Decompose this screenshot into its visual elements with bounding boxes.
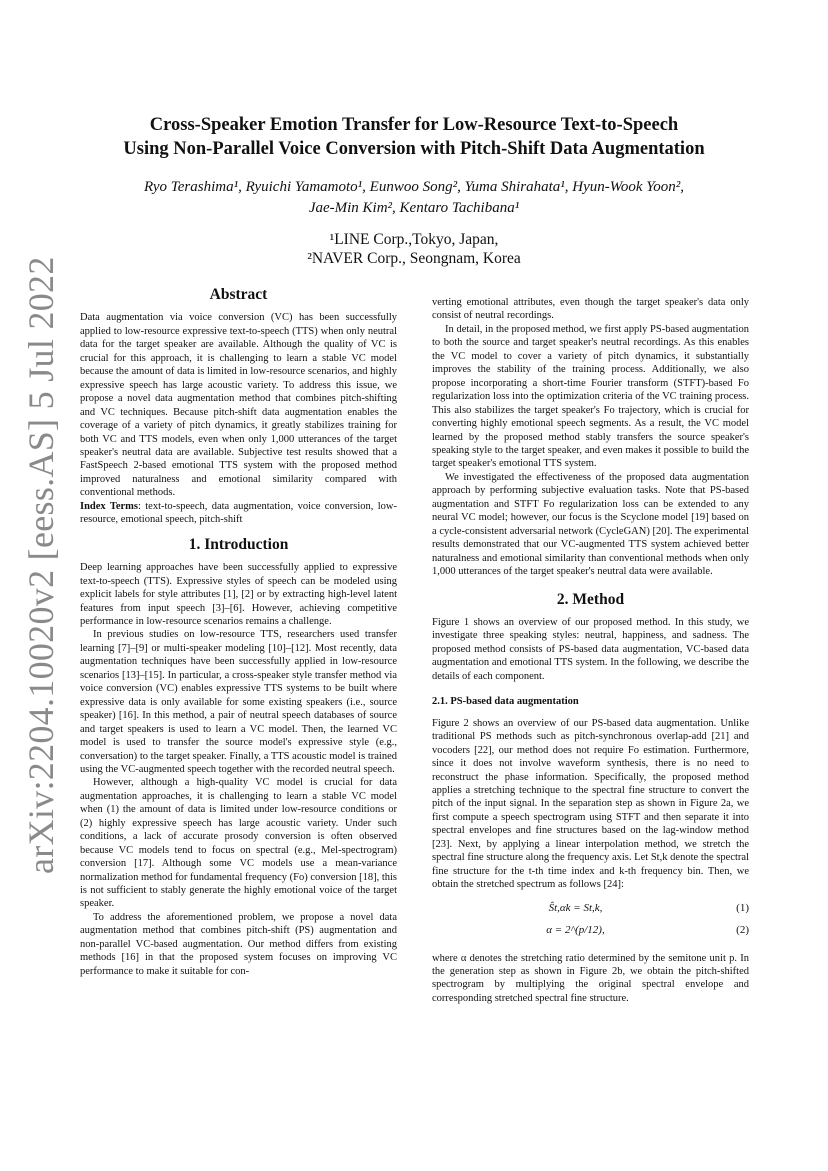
method-heading: 2. Method bbox=[556, 590, 625, 608]
intro-paragraph-1: Deep learning approaches have been successfully applied to expressive text-to-speech (TTS). Expressive styles of speech can be modeled using explicit labels for style attributes [1], [2] or by extracting high-level latent features from input speech [3]–[6]. However, achieving competitive performance in low-resource scenarios remains a challenge. bbox=[80, 562, 397, 627]
intro-paragraph-4: To address the aforementioned problem, we propose a novel data augmentation method that combines pitch-shift (PS) augmentation and non-parallel VC-based augmentation. Our method differs from existing methods [16] in that the proposed system focuses on improving VC performance to make it suitable for con- bbox=[80, 911, 397, 977]
author-list bbox=[60, 177, 768, 219]
index-terms bbox=[80, 500, 397, 527]
intro-paragraph-3: However, although a high-quality VC model is crucial for data augmentation approaches, it is challenging to learn a stable VC model when (1) the amount of data is limited under low-resource conditions or (2) highly expressive speech has large acoustic variety. Under such conditions, a lack of accurate prosody conversion is often observed because VC models tend to focus on spectral (e.g., Mel-spectrogram) conversion [17]. Although some VC models use a mean-variance normalization method for fundamental frequency (Fo) conversion [18], this is not sufficient to stably generate the highly emotional voice of the target speaker. bbox=[80, 777, 397, 910]
index-terms-text: : text-to-speech, data augmentation, voice conversion, low-resource, emotional speech, pitch-shift bbox=[80, 500, 397, 526]
equation-1 bbox=[432, 902, 749, 924]
intro-paragraph-5: In detail, in the proposed method, we first apply PS-based augmentation to both the source and target speaker's neutral recordings. As this enables the VC model to cover a variety of pitch dynamics, it substantially improves the stability of the training process. Additionally, we also propose incorporating a short-time Fourier transform (STFT)-based Fo regularization loss into the optimization criteria of the VC training process. This also stabilizes the target speaker's Fo trajectory, which is crucial for converting highly emotional speech segments. As a result, the VC model learned by the proposed method stably transfers the source speaker's speaking style to the target speaker, and even makes it possible to build the target speaker's emotional TTS system. bbox=[432, 323, 749, 470]
authors-line-2: Jae-Min Kim², Kentaro Tachibana¹ bbox=[308, 200, 520, 216]
title-line-1: Cross-Speaker Emotion Transfer for Low-Resource Text-to-Speech bbox=[149, 115, 679, 135]
introduction-heading: 1. Introduction bbox=[188, 535, 289, 553]
stretching-ratio-paragraph: where α denotes the stretching ratio determined by the semitone unit p. In the generation step as shown in Figure 2b, we obtain the pitch-shifted spectrogram by multiplying the original spectral envelope and corresponding stretched spectral fine structure. bbox=[432, 952, 749, 1004]
right-column bbox=[432, 296, 749, 1005]
affiliation-2: ²NAVER Corp., Seongnam, Korea bbox=[307, 250, 521, 267]
intro-paragraph-continued: verting emotional attributes, even though the target speaker's data only consist of neutral recordings. bbox=[432, 297, 749, 322]
left-column bbox=[80, 288, 397, 978]
equation-1-number: (1) bbox=[736, 901, 749, 914]
equation-2-number: (2) bbox=[736, 923, 749, 936]
intro-paragraph-2: In previous studies on low-resource TTS, researchers used transfer learning [7]–[9] or multi-speaker modeling [10]–[12]. Most recently, data augmentation techniques have been successfully applied in low-resource scenarios [13]–[15]. In particular, a cross-speaker style transfer method via voice conversion (VC) enables expressive TTS systems to be built where expressive data is only available for some existing speakers (i.e., source speaker) [16]. In this method, a pair of neutral speech databases of source and target speakers is used to learn a VC model. Then, the learned VC model is used to transfer the source model's expressive style (e.g., conversation) to the target speaker. Finally, a TTS acoustic model is trained using the VC-augmented speech together with the recorded neutral speech. bbox=[80, 629, 397, 775]
intro-paragraph-6: We investigated the effectiveness of the proposed data augmentation approach by performing subjective evaluation tasks. Note that PS-based augmentation and STFT Fo regularization loss can be extended to any neural VC model; however, our focus is the Scyclone model [19] based on a cycle-consistent adversarial network (CycleGAN) [20]. The experimental results demonstrated that our VC-augmented TTS system achieved better naturalness and emotional similarity than conventional methods when only 1,000 utterances of the target speaker's neutral data were available. bbox=[432, 471, 749, 578]
paper-title bbox=[60, 113, 768, 161]
arxiv-sidebar-stamp: arXiv:2204.10020v2 [eess.AS] 5 Jul 2022 bbox=[21, 256, 61, 874]
affiliation-1: ¹LINE Corp.,Tokyo, Japan, bbox=[329, 231, 499, 248]
abstract-text: Data augmentation via voice conversion (VC) has been successfully applied to low-resource expressive text-to-speech (TTS) when only neutral data for the target speaker are available. Although the quality of VC is crucial for this approach, it is challenging to learn a stable VC model because the amount of data is limited in low-resource scenarios, and highly expressive speech has large acoustic variety. To address this issue, we propose a novel data augmentation method that combines pitch-shifting and VC techniques. Because pitch-shift data augmentation enables the coverage of a variety of pitch dynamics, it greatly stabilizes training for both VC and TTS models, even when only 1,000 utterances of the target speaker's neutral data are available. Subjective test results showed that a FastSpeech 2-based emotional TTS system with the proposed method improved naturalness and emotional similarity compared with conventional methods. bbox=[80, 312, 397, 499]
abstract-heading: Abstract bbox=[209, 286, 268, 303]
method-paragraph: Figure 1 shows an overview of our proposed method. In this study, we investigate three speaking styles: neutral, happiness, and sadness. The proposed method consists of PS-based data augmentation, VC-based data augmentation and emotional TTS system. In the following, we describe the details of each component. bbox=[432, 616, 749, 682]
ps-augmentation-paragraph: Figure 2 shows an overview of our PS-based data augmentation. Unlike traditional PS methods such as pitch-synchronous overlap-add [21] and vocoders [22], our method does not require Fo estimation. Furthermore, since it does not involve waveform synthesis, there is no need to reconstruct the phase information. Specifically, the proposed method applies a stretching technique to the spectral fine structure to convert the pitch of the input signal. In the separation step as shown in Figure 2a, we first compute a speech spectrogram using STFT and then separate it into spectral envelopes and fine structures based on the lag-window method [23]. Next, by applying a linear interpolation method, we stretch the spectral fine structure along the frequency axis. Let St,k denote the spectral fine structure for the t-th time index and k-th frequency bin. Then, we obtain the stretched spectrum as follows [24]: bbox=[432, 717, 749, 891]
equation-1-body: Ŝt,αk = St,k, bbox=[548, 901, 603, 914]
title-line-2: Using Non-Parallel Voice Conversion with Pitch-Shift Data Augmentation bbox=[123, 139, 705, 159]
index-terms-label: Index Terms bbox=[80, 500, 139, 512]
equation-2 bbox=[432, 924, 749, 946]
authors-line-1: Ryo Terashima¹, Ryuichi Yamamoto¹, Eunwoo Song², Yuma Shirahata¹, Hyun-Wook Yoon², bbox=[143, 179, 685, 195]
equation-2-body: α = 2^(p/12), bbox=[546, 923, 605, 936]
subsection-heading: 2.1. PS-based data augmentation bbox=[432, 696, 579, 708]
affiliations bbox=[60, 230, 768, 268]
